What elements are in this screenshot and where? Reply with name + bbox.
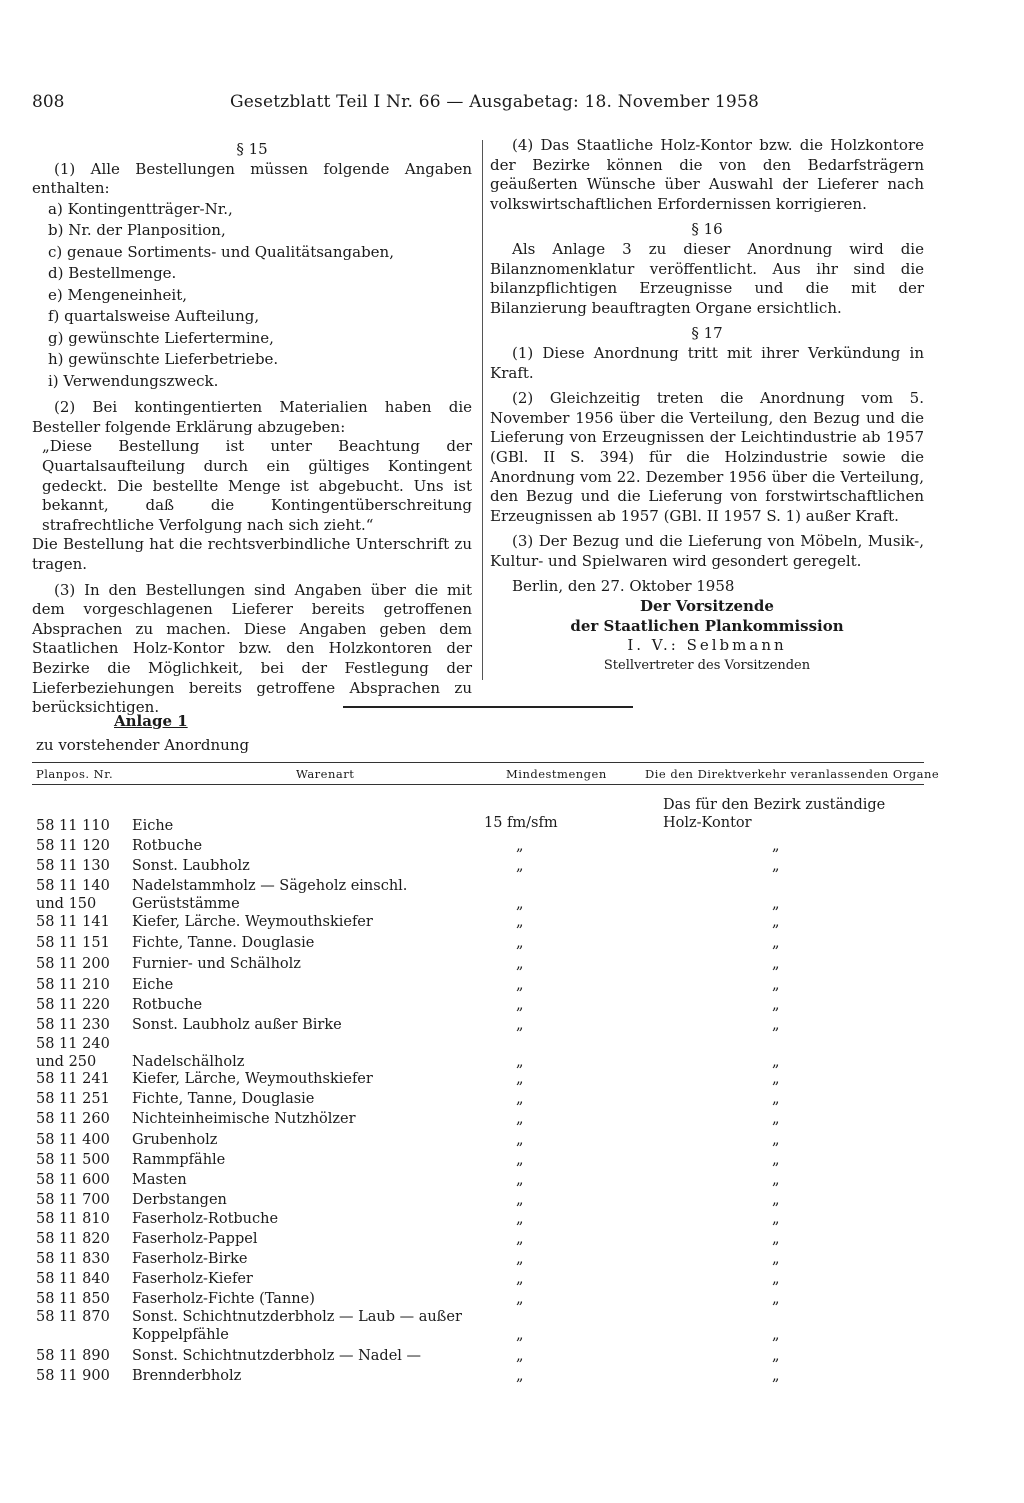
list-item: b) Nr. der Planposition,: [48, 221, 226, 240]
signatory-title-1: Der Vorsitzende: [640, 597, 774, 616]
row-organ-ditto: „: [772, 1348, 780, 1364]
signatory-role: Stellvertreter des Vorsitzenden: [603, 657, 811, 673]
row-mindestmenge-ditto: „: [516, 935, 524, 951]
s17-paragraph-2: (2) Gleichzeitig treten die Anordnung vom 5. November 1956 über die Verteilung, den Bezug und die Lieferung von Erzeugnissen der Leichtindustrie ab 1957 (GBl. II S. 394) für die Holzindustrie sowie die Anordnung vom 22. Dezember 1956 über die Verteilung, den Bezug und die Lieferung von forstwirtschaftlichen Erzeugnissen ab 1957 (GBl. II 1957 S. 1) außer Kraft.: [490, 389, 924, 525]
right-column: [490, 136, 924, 675]
signatory-name: I. V.: Selbmann: [627, 636, 787, 655]
row-planpos-nr: 58 11 500: [36, 1152, 110, 1168]
list-item: a) Kontingentträger-Nr.,: [48, 199, 233, 218]
row-organ-ditto: „: [772, 1152, 780, 1168]
annex-subtitle: zu vorstehender Anordnung: [36, 736, 250, 754]
row-mindestmenge-ditto: „: [516, 1231, 524, 1247]
annex-title: Anlage 1: [114, 712, 188, 730]
s15-declaration-quote: „Diese Bestellung ist unter Beachtung der Quartalsaufteilung durch ein gültiges Kontingent gedeckt. Die bestellte Menge ist abgebucht. Uns ist bekannt, daß die Kontingentüberschreitung strafrechtliche Verfolgung nach sich zieht.“: [42, 437, 472, 534]
row-planpos-nr: 58 11 120: [36, 838, 110, 854]
row-organ-ditto: „: [772, 1071, 780, 1087]
row-warenart: Kiefer, Lärche. Weymouthskiefer: [132, 914, 373, 930]
row-warenart: Grubenholz: [132, 1132, 218, 1148]
first-row-organ-line2: Holz-Kontor: [663, 815, 752, 831]
row-mindestmenge-ditto: „: [516, 956, 524, 972]
row-warenart: Sonst. Schichtnutzderbholz — Laub — außer: [132, 1309, 462, 1325]
row-organ-ditto: „: [772, 1054, 780, 1070]
row-mindestmenge-ditto: „: [516, 1132, 524, 1148]
row-planpos-nr: 58 11 210: [36, 977, 110, 993]
row-warenart-cont: Koppelpfähle: [132, 1327, 229, 1343]
row-warenart: Furnier- und Schälholz: [132, 956, 301, 972]
table-top-rule: [32, 762, 924, 763]
row-organ-ditto: „: [772, 896, 780, 912]
s15-paragraph-2b: Die Bestellung hat die rechtsverbindliche Unterschrift zu tragen.: [32, 535, 472, 574]
list-item: h) gewünschte Lieferbetriebe.: [48, 350, 279, 369]
column-header-mindestmengen: Mindestmengen: [506, 767, 607, 781]
row-organ-ditto: „: [772, 1172, 780, 1188]
row-organ-ditto: „: [772, 1192, 780, 1208]
row-warenart: Sonst. Schichtnutzderbholz — Nadel —: [132, 1348, 422, 1364]
row-mindestmenge-ditto: „: [516, 1327, 524, 1343]
row-mindestmenge-ditto: „: [516, 838, 524, 854]
row-organ-ditto: „: [772, 1327, 780, 1343]
row-mindestmenge-ditto: „: [516, 1152, 524, 1168]
row-planpos-nr: 58 11 230: [36, 1017, 110, 1033]
row-warenart: Rotbuche: [132, 838, 203, 854]
row-organ-ditto: „: [772, 914, 780, 930]
column-header-warenart: Warenart: [296, 767, 355, 781]
section-17-heading: § 17: [691, 324, 723, 343]
row-planpos-nr: 58 11 600: [36, 1172, 110, 1188]
s17-paragraph-1: (1) Diese Anordnung tritt mit ihrer Verkündung in Kraft.: [490, 343, 924, 382]
row-mindestmenge-ditto: „: [516, 1192, 524, 1208]
row-organ-ditto: „: [772, 956, 780, 972]
s16-text: Als Anlage 3 zu dieser Anordnung wird die Bilanznomenklatur veröffentlicht. Aus ihr sind die bilanzpflichtigen Erzeugnisse und die mit der Bilanzierung beauftragten Organe ersichtlich.: [490, 239, 924, 317]
list-item: f) quartalsweise Aufteilung,: [48, 307, 260, 326]
row-planpos-nr: 58 11 890: [36, 1348, 110, 1364]
column-header-nr: Planpos. Nr.: [36, 767, 114, 781]
place-date: Berlin, den 27. Oktober 1958: [512, 577, 735, 596]
row-planpos-nr: 58 11 260: [36, 1111, 110, 1127]
first-row-mindestmenge: 15 fm/sfm: [484, 815, 558, 831]
row-organ-ditto: „: [772, 1291, 780, 1307]
column-divider: [482, 140, 483, 680]
row-mindestmenge-ditto: „: [516, 1271, 524, 1287]
row-mindestmenge-ditto: „: [516, 997, 524, 1013]
s15-item-list: [32, 199, 472, 393]
row-planpos-nr: 58 11 241: [36, 1071, 110, 1087]
row-warenart: Faserholz-Rotbuche: [132, 1211, 279, 1227]
row-warenart: Fichte, Tanne, Douglasie: [132, 1091, 315, 1107]
row-warenart: Derbstangen: [132, 1192, 227, 1208]
left-column: [32, 140, 472, 718]
row-warenart: Eiche: [132, 977, 174, 993]
row-mindestmenge-ditto: „: [516, 896, 524, 912]
row-planpos-nr: 58 11 810: [36, 1211, 110, 1227]
list-item: g) gewünschte Liefertermine,: [48, 328, 274, 347]
row-warenart: Faserholz-Fichte (Tanne): [132, 1291, 315, 1307]
row-mindestmenge-ditto: „: [516, 858, 524, 874]
s15-paragraph-3: (3) In den Bestellungen sind Angaben über die mit dem vorgeschlagenen Lieferer bereits getroffenen Absprachen zu machen. Diese Angaben geben dem Staatlichen Holz-Kontor bzw. den Holzkontoren der Bezirke die Möglichkeit, bei der Festlegung der Lieferbeziehungen bereits getroffene Absprachen zu berücksichtigen.: [32, 580, 472, 717]
s17-paragraph-3: (3) Der Bezug und die Lieferung von Möbeln, Musik-, Kultur- und Spielwaren wird gesondert geregelt.: [490, 532, 924, 570]
row-organ-ditto: „: [772, 977, 780, 993]
row-mindestmenge-ditto: „: [516, 1111, 524, 1127]
s15-paragraph-1: (1) Alle Bestellungen müssen folgende Angaben enthalten:: [32, 159, 472, 198]
row-mindestmenge-ditto: „: [516, 1211, 524, 1227]
row-planpos-nr: 58 11 251: [36, 1091, 110, 1107]
row-mindestmenge-ditto: „: [516, 1091, 524, 1107]
row-warenart: Rotbuche: [132, 997, 203, 1013]
row-organ-ditto: „: [772, 1111, 780, 1127]
row-mindestmenge-ditto: „: [516, 1368, 524, 1384]
row-mindestmenge-ditto: „: [516, 1017, 524, 1033]
row-planpos-nr: 58 11 400: [36, 1132, 110, 1148]
section-16-heading: § 16: [691, 220, 723, 239]
first-row-organ: [663, 796, 885, 832]
row-organ-ditto: „: [772, 997, 780, 1013]
row-warenart-cont: Nadelschälholz: [132, 1054, 245, 1070]
row-planpos-nr: 58 11 140: [36, 878, 110, 894]
row-mindestmenge-ditto: „: [516, 1348, 524, 1364]
row-planpos-nr: 58 11 200: [36, 956, 110, 972]
row-planpos-nr: 58 11 870: [36, 1309, 110, 1325]
row-warenart: Masten: [132, 1172, 187, 1188]
row-planpos-nr: 58 11 110: [36, 818, 110, 834]
row-mindestmenge-ditto: „: [516, 1291, 524, 1307]
list-item: c) genaue Sortiments- und Qualitätsangaben,: [48, 242, 394, 261]
row-planpos-nr: 58 11 700: [36, 1192, 110, 1208]
row-planpos-nr: 58 11 840: [36, 1271, 110, 1287]
row-organ-ditto: „: [772, 858, 780, 874]
row-organ-ditto: „: [772, 1132, 780, 1148]
column-header-organe: Die den Direktverkehr veranlassenden Organe: [645, 767, 940, 781]
list-item: e) Mengeneinheit,: [48, 285, 187, 304]
row-planpos-nr: 58 11 151: [36, 935, 110, 951]
section-15-heading: § 15: [236, 140, 268, 158]
row-mindestmenge-ditto: „: [516, 1251, 524, 1267]
row-organ-ditto: „: [772, 1368, 780, 1384]
row-organ-ditto: „: [772, 1231, 780, 1247]
row-planpos-nr: 58 11 830: [36, 1251, 110, 1267]
row-mindestmenge-ditto: „: [516, 1054, 524, 1070]
s15-paragraph-2: (2) Bei kontingentierten Materialien haben die Besteller folgende Erklärung abzugeben:: [32, 398, 472, 436]
table-header-rule: [32, 784, 924, 785]
row-warenart: Eiche: [132, 818, 174, 834]
row-warenart: Faserholz-Pappel: [132, 1231, 258, 1247]
row-planpos-nr-cont: und 150: [36, 896, 97, 912]
row-planpos-nr: 58 11 820: [36, 1231, 110, 1247]
row-warenart: Faserholz-Kiefer: [132, 1271, 253, 1287]
row-warenart: Faserholz-Birke: [132, 1251, 248, 1267]
row-planpos-nr: 58 11 220: [36, 997, 110, 1013]
row-organ-ditto: „: [772, 935, 780, 951]
row-warenart: Brennderbholz: [132, 1368, 242, 1384]
row-mindestmenge-ditto: „: [516, 1071, 524, 1087]
list-item: d) Bestellmenge.: [48, 264, 177, 283]
row-planpos-nr: 58 11 141: [36, 914, 110, 930]
row-warenart: Sonst. Laubholz außer Birke: [132, 1017, 342, 1033]
row-mindestmenge-ditto: „: [516, 977, 524, 993]
section-separator: [343, 706, 633, 708]
signatory-title-2: der Staatlichen Plankommission: [570, 616, 844, 635]
s15-paragraph-4: (4) Das Staatliche Holz-Kontor bzw. die Holzkontore der Bezirke können die von den Bedarfsträgern geäußerten Wünsche über Auswahl der Lieferer nach volkswirtschaftlichen Erfordernissen korrigieren.: [490, 136, 924, 213]
row-planpos-nr-cont: und 250: [36, 1054, 97, 1070]
row-planpos-nr: 58 11 900: [36, 1368, 110, 1384]
row-warenart: Kiefer, Lärche, Weymouthskiefer: [132, 1071, 373, 1087]
row-warenart-cont: Gerüststämme: [132, 896, 240, 912]
row-planpos-nr: 58 11 240: [36, 1036, 110, 1052]
row-warenart: Rammpfähle: [132, 1152, 226, 1168]
list-item: i) Verwendungszweck.: [48, 371, 219, 390]
row-organ-ditto: „: [772, 1271, 780, 1287]
row-mindestmenge-ditto: „: [516, 1172, 524, 1188]
row-warenart: Sonst. Laubholz: [132, 858, 250, 874]
first-row-organ-line1: Das für den Bezirk zuständige: [663, 797, 886, 813]
row-planpos-nr: 58 11 850: [36, 1291, 110, 1307]
page-number: 808: [32, 92, 65, 112]
row-organ-ditto: „: [772, 838, 780, 854]
row-organ-ditto: „: [772, 1251, 780, 1267]
running-title: Gesetzblatt Teil I Nr. 66 — Ausgabetag: 18. November 1958: [230, 92, 759, 112]
row-warenart: Fichte, Tanne. Douglasie: [132, 935, 315, 951]
row-organ-ditto: „: [772, 1091, 780, 1107]
row-planpos-nr: 58 11 130: [36, 858, 110, 874]
row-mindestmenge-ditto: „: [516, 914, 524, 930]
row-warenart: Nadelstammholz — Sägeholz einschl.: [132, 878, 408, 894]
row-warenart: Nichteinheimische Nutzhölzer: [132, 1111, 356, 1127]
row-organ-ditto: „: [772, 1211, 780, 1227]
row-organ-ditto: „: [772, 1017, 780, 1033]
